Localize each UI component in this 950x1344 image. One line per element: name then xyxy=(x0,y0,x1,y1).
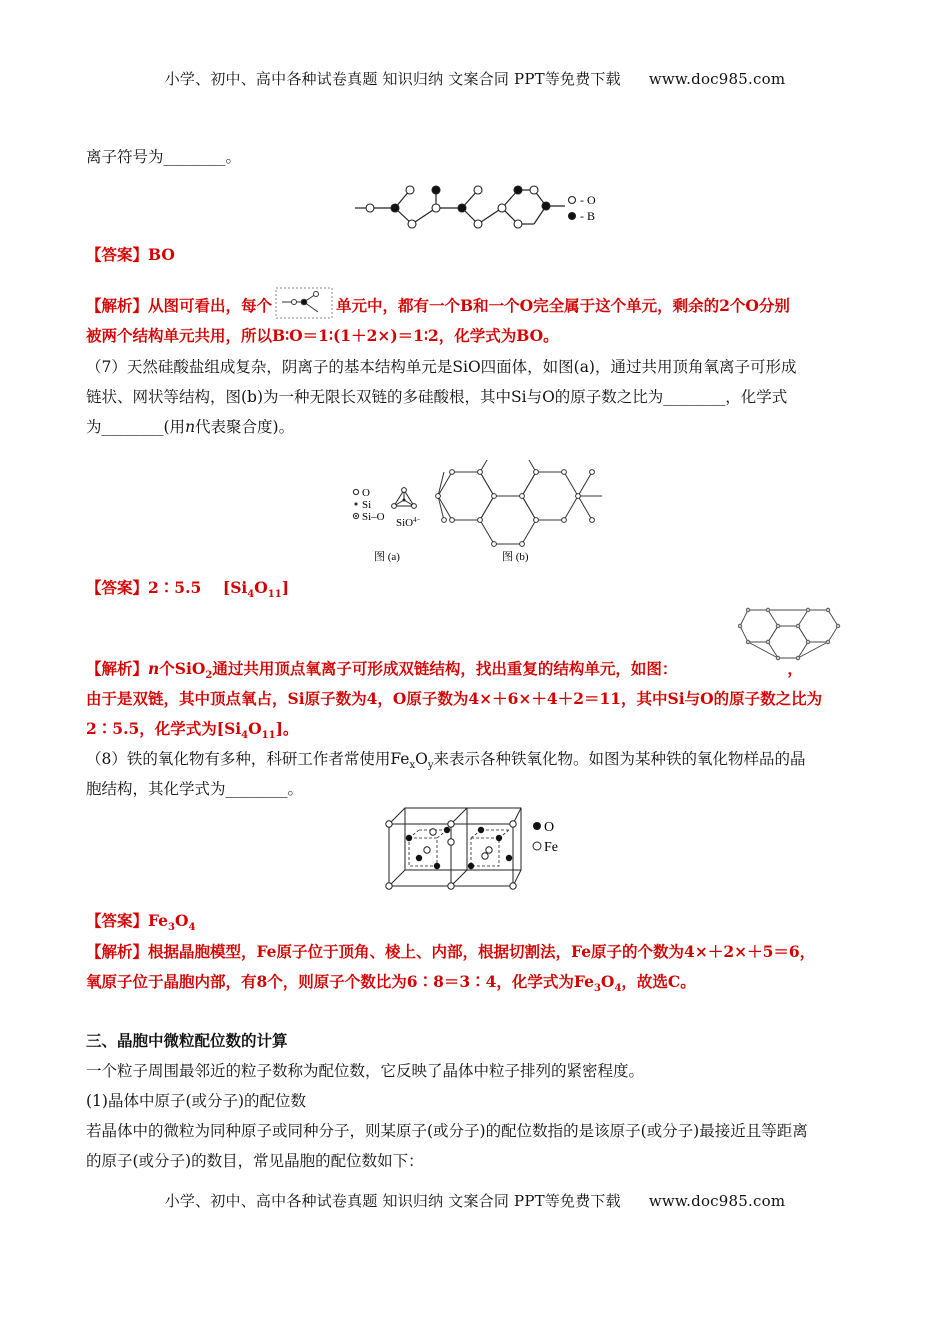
o-atom xyxy=(366,204,374,212)
answer-sub2: 4 xyxy=(188,922,196,934)
analysis-sub1: 3 xyxy=(593,983,601,995)
analysis-sub2: 4 xyxy=(614,983,622,995)
analysis-text-a: 从图可看出，每个 xyxy=(148,296,273,315)
borate-chain-figure xyxy=(350,178,610,238)
o-atoms xyxy=(406,827,512,869)
q7-line1: （7）天然硅酸盐组成复杂，阴离子的基本结构单元是SiO四面体，如图(a)，通过共用顶角氧离子可形成 xyxy=(86,358,797,376)
answer-sub2: 11 xyxy=(267,589,282,601)
answer-a: Fe xyxy=(148,911,169,930)
analysis-label: 【解析】 xyxy=(86,659,149,678)
section-p1: 一个粒子周围最邻近的粒子数称为配位数，它反映了晶体中粒子排列的紧密程度。 xyxy=(86,1062,645,1080)
legend-o-text: - O xyxy=(580,193,596,207)
legend-o-marker xyxy=(353,489,358,494)
q6-tail: 离子符号为________。 xyxy=(86,148,242,166)
analysis-text-c: 被两个结构单元共用，所以B∶O＝1∶(1＋2×)＝1∶2，化学式为BO。 xyxy=(86,326,559,345)
b-atom xyxy=(458,204,466,212)
o-atom xyxy=(474,220,482,228)
q6-answer xyxy=(86,240,866,270)
o-atom xyxy=(474,186,482,194)
structure-unit-inset xyxy=(274,286,334,320)
b-atom xyxy=(514,186,522,194)
o-atom xyxy=(408,220,416,228)
q7-analysis xyxy=(86,654,876,744)
section-p4: 的原子(或分子)的数目，常见晶胞的配位数如下： xyxy=(86,1152,424,1170)
b-atom xyxy=(391,204,399,212)
q7-question xyxy=(86,352,866,442)
legend-o: O xyxy=(362,487,370,499)
answer-sub1: 4 xyxy=(247,589,255,601)
answer-ratio: 2∶5.5 xyxy=(148,578,202,597)
answer-label: 【答案】 xyxy=(86,245,149,264)
analysis-line2c: ，故选C。 xyxy=(621,972,696,991)
q7-line2: 链状、网状等结构，图(b)为一种无限长双链的多硅酸根，其中Si与O的原子数之比为________，化学式 xyxy=(86,388,788,406)
analysis-sub: 2 xyxy=(205,670,213,682)
q8-question xyxy=(86,744,866,804)
analysis-sub2: 11 xyxy=(261,730,276,742)
header-text: 小学、初中、高中各种试卷真题 知识归纳 文案合同 PPT等免费下载 xyxy=(164,70,621,88)
b-atom xyxy=(542,202,550,210)
q7-line3b: 代表聚合度)。 xyxy=(195,418,295,436)
analysis-sub1: 4 xyxy=(241,730,249,742)
o-atom xyxy=(530,186,538,194)
legend-fe-marker xyxy=(533,842,541,850)
page-footer xyxy=(0,1190,950,1211)
answer-label: 【答案】 xyxy=(86,911,149,930)
silicate-figures xyxy=(340,460,620,568)
answer-label: 【答案】 xyxy=(86,578,149,597)
analysis-line2b: O xyxy=(600,972,615,991)
q8-line1b: O xyxy=(415,750,428,768)
o-atom xyxy=(498,204,506,212)
analysis-label: 【解析】 xyxy=(86,296,149,315)
footer-text: 小学、初中、高中各种试卷真题 知识归纳 文案合同 PPT等免费下载 xyxy=(164,1192,621,1210)
double-chain xyxy=(438,460,602,544)
answer-sub1: 3 xyxy=(168,922,176,934)
q8-analysis xyxy=(86,937,876,997)
q8-answer xyxy=(86,906,866,936)
legend-si: Si xyxy=(362,499,372,511)
analysis-end: ， xyxy=(787,659,803,678)
answer-value: BO xyxy=(148,245,175,264)
analysis-line2: 由于是双链，其中顶点氧占，Si原子数为4，O原子数为4×＋6×＋4＋2＝11，其中Si与O的原子数之比为 xyxy=(86,689,823,708)
section-p2: (1)晶体中原子(或分子)的配位数 xyxy=(86,1092,307,1110)
o-atom xyxy=(514,220,522,228)
analysis-n: n xyxy=(148,659,160,678)
legend-sio: Si–O xyxy=(362,511,385,523)
analysis-line2a: 氧原子位于晶胞内部，有8个，则原子个数比为6∶8＝3∶4，化学式为Fe xyxy=(86,972,594,991)
q8-sub-y: y xyxy=(427,760,434,772)
tetra-label: SiO$^{4-}$ xyxy=(396,516,421,529)
legend-b-text: - B xyxy=(580,209,595,223)
caption-a: 图 (a) xyxy=(374,551,400,563)
legend-o-marker xyxy=(569,197,576,204)
o-atom xyxy=(432,204,440,212)
header-url[interactable]: www.doc985.com xyxy=(648,70,786,88)
q7-n: n xyxy=(185,418,196,436)
footer-url[interactable]: www.doc985.com xyxy=(648,1192,786,1210)
analysis-a: 个SiO xyxy=(159,659,206,678)
caption-b: 图 (b) xyxy=(502,551,529,563)
analysis-line3a: 2∶5.5，化学式为[Si xyxy=(86,719,242,738)
analysis-line3b: O xyxy=(248,719,262,738)
o-atom xyxy=(406,186,414,194)
analysis-b: 通过共用顶点氧离子可形成双链结构，找出重复的结构单元，如图： xyxy=(212,659,678,678)
chain-atoms xyxy=(366,186,550,228)
answer-formula-c: ] xyxy=(281,578,290,597)
legend-o: O xyxy=(544,820,555,835)
analysis-label: 【解析】 xyxy=(86,942,149,961)
legend-fe: Fe xyxy=(544,840,558,855)
q6-analysis xyxy=(86,291,866,351)
answer-formula-b: O xyxy=(254,578,268,597)
legend-si-marker xyxy=(355,503,358,506)
answer-formula-a: [Si xyxy=(222,578,248,597)
q7-line3a: 为________(用 xyxy=(86,418,186,436)
page-header xyxy=(0,68,950,89)
q8-line1c: 来表示各种铁氧化物。如图为某种铁的氧化物样品的晶 xyxy=(433,750,806,768)
analysis-line1: 根据晶胞模型，Fe原子位于顶角、棱上、内部，根据切割法，Fe原子的个数为4×＋2×＋5＝6， xyxy=(148,942,816,961)
iron-oxide-unit-cell xyxy=(385,802,575,898)
analysis-text-b: 单元中，都有一个B和一个O完全属于这个单元，剩余的2个O分别 xyxy=(336,296,790,315)
section-3 xyxy=(86,1026,866,1176)
analysis-line3c: ]。 xyxy=(275,719,299,738)
answer-b: O xyxy=(175,911,189,930)
q7-answer xyxy=(86,573,866,603)
legend-b-marker xyxy=(569,213,576,220)
legend-o-marker xyxy=(533,822,541,830)
q8-line2: 胞结构，其化学式为________。 xyxy=(86,780,304,798)
section-p3: 若晶体中的微粒为同种原子或同种分子，则某原子(或分子)的配位数指的是该原子(或分子)最接近且等距离 xyxy=(86,1122,808,1140)
q8-line1a: （8）铁的氧化物有多种，科研工作者常使用Fe xyxy=(86,750,410,768)
b-atom xyxy=(432,186,440,194)
section-title: 三、晶胞中微粒配位数的计算 xyxy=(86,1031,288,1050)
q8-sub-x: x xyxy=(409,760,416,772)
